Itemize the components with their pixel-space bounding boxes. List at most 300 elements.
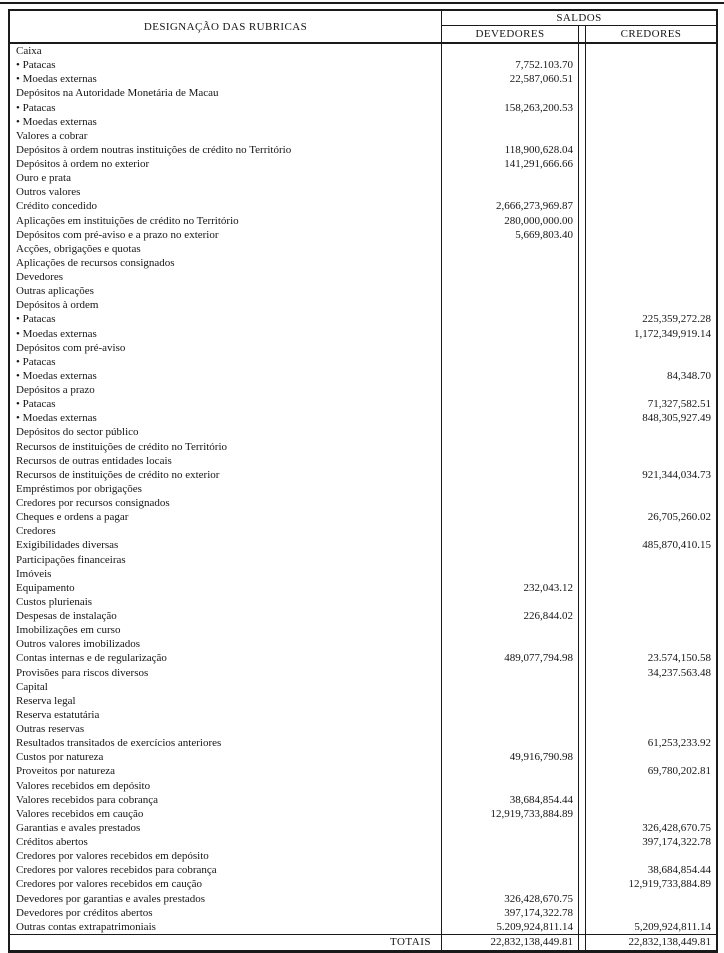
devedores-value	[442, 637, 579, 651]
rubrica-label: Exigibilidades diversas	[10, 538, 442, 552]
rubrica-label: Empréstimos por obrigações	[10, 482, 442, 496]
column-gap	[579, 129, 586, 143]
column-gap	[579, 284, 586, 298]
credores-value: 225,359,272.28	[642, 313, 711, 326]
rubrica-label: Depósitos à ordem	[10, 298, 442, 312]
table-row	[10, 807, 716, 821]
rubrica-label: Depósitos com pré-aviso	[10, 341, 442, 355]
column-gap	[579, 637, 586, 651]
column-gap	[579, 708, 586, 722]
credores-value	[586, 482, 716, 496]
column-gap	[579, 397, 586, 411]
table-row	[10, 849, 716, 863]
table-row	[10, 72, 716, 86]
header-designacao: DESIGNAÇÃO DAS RUBRICAS	[10, 11, 442, 42]
devedores-value	[442, 567, 579, 581]
credores-value	[586, 143, 716, 157]
credores-value: 12,919,733,884.89	[628, 878, 711, 891]
column-gap	[579, 482, 586, 496]
credores-value	[586, 708, 716, 722]
devedores-value	[442, 510, 579, 524]
credores-value: 84,348.70	[667, 369, 711, 382]
column-gap	[579, 722, 586, 736]
credores-value: 23.574,150.58	[647, 652, 711, 665]
devedores-value: 280,000,000.00	[442, 214, 579, 228]
table-row	[10, 425, 716, 439]
devedores-value	[442, 524, 579, 538]
rubrica-label: Créditos abertos	[10, 835, 442, 849]
column-gap	[579, 807, 586, 821]
rubrica-label: Credores	[10, 524, 442, 538]
table-row	[10, 694, 716, 708]
devedores-value	[442, 764, 579, 778]
column-gap	[579, 609, 586, 623]
devedores-value	[442, 171, 579, 185]
rubrica-label: Caixa	[10, 44, 442, 58]
table-row	[10, 750, 716, 764]
table-row	[10, 383, 716, 397]
table-row	[10, 821, 716, 835]
table-header	[10, 11, 716, 44]
column-gap	[579, 86, 586, 100]
credores-value	[586, 623, 716, 637]
credores-value	[586, 129, 716, 143]
table-row	[10, 411, 716, 425]
column-gap	[579, 143, 586, 157]
devedores-value: 489,077,794.98	[442, 651, 579, 665]
column-gap	[579, 510, 586, 524]
devedores-value	[442, 849, 579, 863]
credores-value	[586, 722, 716, 736]
credores-value	[586, 72, 716, 86]
devedores-value	[442, 708, 579, 722]
rubrica-label: Depósitos do sector público	[10, 425, 442, 439]
column-gap	[579, 185, 586, 199]
rubrica-label: Outros valores imobilizados	[10, 637, 442, 651]
totals-label: TOTAIS	[10, 935, 442, 950]
rubrica-label: Custos por natureza	[10, 750, 442, 764]
column-gap	[579, 821, 586, 835]
credores-value	[586, 270, 716, 284]
devedores-value	[442, 115, 579, 129]
rubrica-label: • Moedas externas	[10, 115, 442, 129]
credores-value	[586, 58, 716, 72]
devedores-value	[442, 454, 579, 468]
column-gap	[579, 666, 586, 680]
table-row	[10, 228, 716, 242]
credores-value: 1,172,349,919.14	[634, 327, 711, 340]
table-row	[10, 482, 716, 496]
rubrica-label: Recursos de instituições de crédito no Território	[10, 440, 442, 454]
devedores-value: 5.209,924,811.14	[442, 920, 579, 934]
column-gap	[579, 115, 586, 129]
rubrica-label: • Moedas externas	[10, 411, 442, 425]
rubrica-label: Depósitos à ordem no exterior	[10, 157, 442, 171]
credores-value	[586, 637, 716, 651]
column-gap	[579, 214, 586, 228]
table-row	[10, 185, 716, 199]
credores-value	[586, 680, 716, 694]
table-row	[10, 764, 716, 778]
column-gap	[579, 736, 586, 750]
column-gap	[579, 369, 586, 383]
table-row	[10, 284, 716, 298]
table-row	[10, 651, 716, 665]
table-row	[10, 863, 716, 877]
credores-value	[586, 44, 716, 58]
table-row	[10, 680, 716, 694]
table-row	[10, 129, 716, 143]
devedores-value	[442, 44, 579, 58]
column-gap	[579, 312, 586, 326]
table-row	[10, 115, 716, 129]
totals-credores-value: 22,832,138,449.81	[628, 935, 711, 948]
devedores-value: 7,752.103.70	[442, 58, 579, 72]
rubrica-label: • Moedas externas	[10, 72, 442, 86]
credores-value: 921,344,034.73	[642, 468, 711, 481]
rubrica-label: Valores a cobrar	[10, 129, 442, 143]
table-row	[10, 355, 716, 369]
table-body	[10, 44, 716, 934]
credores-value	[586, 779, 716, 793]
table-row	[10, 454, 716, 468]
credores-value	[586, 355, 716, 369]
table-row	[10, 312, 716, 326]
credores-value	[586, 86, 716, 100]
rubrica-label: Credores por recursos consignados	[10, 496, 442, 510]
devedores-value	[442, 383, 579, 397]
credores-value	[586, 199, 716, 213]
credores-value	[586, 440, 716, 454]
header-saldos: SALDOS	[442, 11, 716, 26]
rubrica-label: Outras aplicações	[10, 284, 442, 298]
credores-value	[586, 101, 716, 115]
devedores-value	[442, 821, 579, 835]
table-row	[10, 214, 716, 228]
column-gap	[579, 835, 586, 849]
credores-value	[586, 115, 716, 129]
credores-value	[586, 524, 716, 538]
credores-value: 848,305,927.49	[642, 412, 711, 425]
devedores-value: 2,666,273,969.87	[442, 199, 579, 213]
table-row	[10, 270, 716, 284]
table-row	[10, 920, 716, 934]
table-row	[10, 538, 716, 552]
rubrica-label: Devedores por garantias e avales prestados	[10, 892, 442, 906]
devedores-value	[442, 877, 579, 891]
credores-value	[586, 298, 716, 312]
devedores-value: 141,291,666.66	[442, 157, 579, 171]
credores-value	[586, 609, 716, 623]
devedores-value: 226,844.02	[442, 609, 579, 623]
rubrica-label: Crédito concedido	[10, 199, 442, 213]
devedores-value	[442, 425, 579, 439]
devedores-value	[442, 553, 579, 567]
credores-value	[586, 694, 716, 708]
devedores-value	[442, 538, 579, 552]
rubrica-label: • Patacas	[10, 355, 442, 369]
totals-devedores-value: 22,832,138,449.81	[442, 935, 579, 950]
rubrica-label: Outros valores	[10, 185, 442, 199]
column-gap	[579, 454, 586, 468]
table-row	[10, 553, 716, 567]
devedores-value	[442, 482, 579, 496]
credores-value: 26,705,260.02	[647, 511, 711, 524]
credores-value	[586, 157, 716, 171]
table-row	[10, 736, 716, 750]
devedores-value	[442, 736, 579, 750]
credores-value	[586, 256, 716, 270]
rubrica-label: Outras reservas	[10, 722, 442, 736]
devedores-value: 158,263,200.53	[442, 101, 579, 115]
credores-value	[586, 581, 716, 595]
column-gap	[579, 694, 586, 708]
totals-column-gap	[579, 935, 586, 950]
rubrica-label: Recursos de outras entidades locais	[10, 454, 442, 468]
devedores-value	[442, 327, 579, 341]
devedores-value	[442, 595, 579, 609]
table-row	[10, 58, 716, 72]
devedores-value	[442, 440, 579, 454]
table-row	[10, 143, 716, 157]
header-devedores: DEVEDORES	[442, 26, 579, 42]
devedores-value	[442, 270, 579, 284]
column-gap	[579, 270, 586, 284]
devedores-value	[442, 341, 579, 355]
devedores-value	[442, 722, 579, 736]
credores-value	[586, 454, 716, 468]
table-row	[10, 595, 716, 609]
devedores-value	[442, 312, 579, 326]
rubrica-label: Contas internas e de regularização	[10, 651, 442, 665]
table-row	[10, 157, 716, 171]
rubrica-label: Cheques e ordens a pagar	[10, 510, 442, 524]
column-gap	[579, 651, 586, 665]
table-row	[10, 779, 716, 793]
table-row	[10, 510, 716, 524]
rubrica-label: Despesas de instalação	[10, 609, 442, 623]
credores-value: 34,237.563.48	[647, 666, 711, 679]
credores-value: 485,870,410.15	[642, 539, 711, 552]
devedores-value	[442, 835, 579, 849]
table-row	[10, 609, 716, 623]
table-row	[10, 44, 716, 58]
column-gap	[579, 567, 586, 581]
column-gap	[579, 764, 586, 778]
column-gap	[579, 468, 586, 482]
table-row	[10, 496, 716, 510]
column-gap	[579, 425, 586, 439]
credores-value	[586, 284, 716, 298]
column-gap	[579, 383, 586, 397]
table-row	[10, 327, 716, 341]
column-gap	[579, 199, 586, 213]
column-gap	[579, 496, 586, 510]
header-credores: CREDORES	[620, 28, 682, 40]
rubrica-label: Credores por valores recebidos para cobrança	[10, 863, 442, 877]
credores-value	[586, 567, 716, 581]
table-row	[10, 256, 716, 270]
table-row	[10, 369, 716, 383]
devedores-value: 5,669,803.40	[442, 228, 579, 242]
table-row	[10, 86, 716, 100]
table-row	[10, 397, 716, 411]
rubrica-label: Resultados transitados de exercícios anteriores	[10, 736, 442, 750]
column-gap	[579, 411, 586, 425]
rubrica-label: • Patacas	[10, 58, 442, 72]
table-row	[10, 666, 716, 680]
rubrica-label: Credores por valores recebidos em caução	[10, 877, 442, 891]
credores-value	[586, 892, 716, 906]
credores-value	[586, 496, 716, 510]
column-gap	[579, 680, 586, 694]
credores-value	[586, 595, 716, 609]
table-row	[10, 440, 716, 454]
table-row	[10, 199, 716, 213]
rubrica-label: Valores recebidos em caução	[10, 807, 442, 821]
table-row	[10, 708, 716, 722]
table-row	[10, 101, 716, 115]
rubrica-label: • Moedas externas	[10, 369, 442, 383]
table-row	[10, 906, 716, 920]
devedores-value: 232,043.12	[442, 581, 579, 595]
devedores-value: 49,916,790.98	[442, 750, 579, 764]
rubrica-label: Imóveis	[10, 567, 442, 581]
column-gap	[579, 793, 586, 807]
rubrica-label: Reserva estatutária	[10, 708, 442, 722]
devedores-value	[442, 284, 579, 298]
credores-value	[586, 185, 716, 199]
devedores-value: 397,174,322.78	[442, 906, 579, 920]
credores-value: 38,684,854.44	[647, 864, 711, 877]
rubrica-label: Capital	[10, 680, 442, 694]
credores-value: 326,428,670.75	[642, 821, 711, 834]
column-gap	[579, 595, 586, 609]
rubrica-label: Outras contas extrapatrimoniais	[10, 920, 442, 934]
table-row	[10, 637, 716, 651]
rubrica-label: • Patacas	[10, 101, 442, 115]
devedores-value	[442, 680, 579, 694]
column-gap	[579, 906, 586, 920]
rubrica-label: • Patacas	[10, 397, 442, 411]
credores-value	[586, 214, 716, 228]
credores-value: 71,327,582.51	[647, 398, 711, 411]
rubrica-label: Recursos de instituições de crédito no exterior	[10, 468, 442, 482]
rubrica-label: Valores recebidos para cobrança	[10, 793, 442, 807]
table-row	[10, 524, 716, 538]
rubrica-label: Depósitos na Autoridade Monetária de Macau	[10, 86, 442, 100]
rubrica-label: Equipamento	[10, 581, 442, 595]
table-row	[10, 341, 716, 355]
credores-value	[586, 849, 716, 863]
rubrica-label: Aplicações em instituições de crédito no Território	[10, 214, 442, 228]
column-gap	[579, 779, 586, 793]
column-gap	[579, 440, 586, 454]
devedores-value: 38,684,854.44	[442, 793, 579, 807]
rubrica-label: Reserva legal	[10, 694, 442, 708]
devedores-value	[442, 468, 579, 482]
rubrica-label: Custos plurienais	[10, 595, 442, 609]
rubrica-label: Depósitos à ordem noutras instituições de crédito no Território	[10, 143, 442, 157]
devedores-value	[442, 298, 579, 312]
credores-value	[586, 553, 716, 567]
table-row	[10, 892, 716, 906]
column-gap	[579, 849, 586, 863]
column-gap	[579, 553, 586, 567]
credores-value: 61,253,233.92	[647, 737, 711, 750]
table-row	[10, 581, 716, 595]
column-gap	[579, 101, 586, 115]
devedores-value	[442, 185, 579, 199]
credores-value	[586, 383, 716, 397]
column-gap	[579, 538, 586, 552]
devedores-value	[442, 86, 579, 100]
column-gap	[579, 72, 586, 86]
devedores-value: 22,587,060.51	[442, 72, 579, 86]
credores-value	[586, 242, 716, 256]
devedores-value: 118,900,628.04	[442, 143, 579, 157]
column-gap	[579, 341, 586, 355]
credores-value	[586, 228, 716, 242]
devedores-value	[442, 496, 579, 510]
devedores-value	[442, 397, 579, 411]
column-gap	[579, 892, 586, 906]
credores-value	[586, 341, 716, 355]
rubrica-label: Devedores por créditos abertos	[10, 906, 442, 920]
devedores-value	[442, 863, 579, 877]
credores-value	[586, 906, 716, 920]
credores-value	[586, 750, 716, 764]
column-gap	[579, 228, 586, 242]
table-row	[10, 877, 716, 891]
table-row	[10, 468, 716, 482]
devedores-value	[442, 411, 579, 425]
rubrica-label: Ouro e prata	[10, 171, 442, 185]
table-row	[10, 242, 716, 256]
credores-value	[586, 425, 716, 439]
credores-value	[586, 793, 716, 807]
devedores-value	[442, 256, 579, 270]
rubrica-label: • Moedas externas	[10, 327, 442, 341]
devedores-value	[442, 369, 579, 383]
devedores-value	[442, 694, 579, 708]
table-row	[10, 722, 716, 736]
credores-value	[586, 171, 716, 185]
page-top-rule	[0, 2, 724, 4]
column-gap	[579, 157, 586, 171]
table-row	[10, 171, 716, 185]
rubrica-label: Acções, obrigações e quotas	[10, 242, 442, 256]
devedores-value	[442, 355, 579, 369]
column-gap	[579, 877, 586, 891]
rubrica-label: Garantias e avales prestados	[10, 821, 442, 835]
table-row	[10, 623, 716, 637]
rubrica-label: Aplicações de recursos consignados	[10, 256, 442, 270]
column-gap	[579, 44, 586, 58]
balance-sheet-table	[8, 9, 718, 953]
column-gap	[579, 623, 586, 637]
table-row	[10, 298, 716, 312]
rubrica-label: • Patacas	[10, 312, 442, 326]
rubrica-label: Depósitos a prazo	[10, 383, 442, 397]
devedores-value	[442, 666, 579, 680]
credores-value	[586, 807, 716, 821]
table-row	[10, 835, 716, 849]
credores-value: 5,209,924,811.14	[634, 920, 711, 933]
totals-row	[10, 934, 716, 950]
column-gap	[579, 256, 586, 270]
column-gap	[579, 327, 586, 341]
